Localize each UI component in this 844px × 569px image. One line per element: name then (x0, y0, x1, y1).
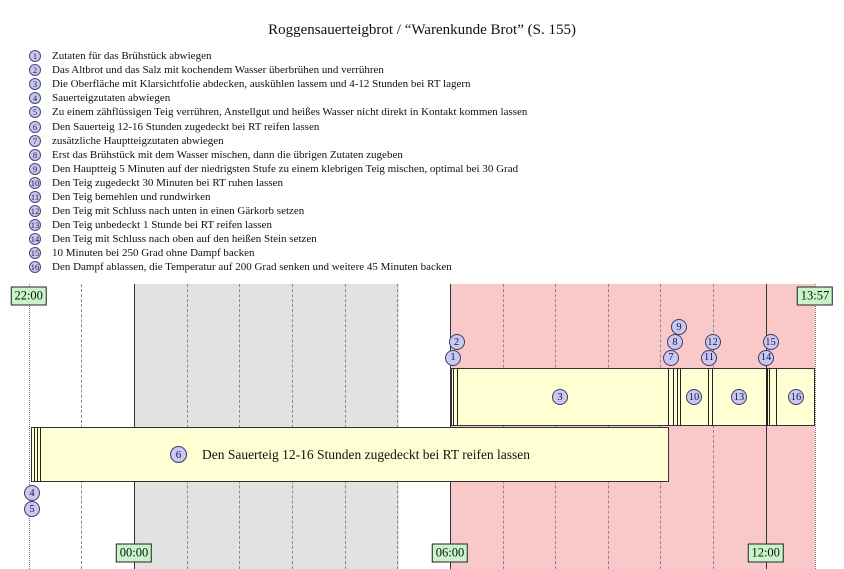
event-marker-5: 5 (24, 501, 40, 517)
grid-line (815, 284, 816, 569)
time-label: 12:00 (747, 543, 783, 562)
bar-section-badge-10: 10 (686, 389, 702, 405)
step-number-badge: 15 (30, 248, 40, 259)
time-label: 22:00 (10, 287, 46, 306)
step-number-badge: 11 (30, 191, 40, 202)
step-number-badge: 12 (30, 206, 40, 217)
step-text: Den Teig unbedeckt 1 Stunde bei RT reifen lassen (52, 219, 272, 232)
step-number-badge: 13 (30, 220, 40, 231)
step-text: Das Altbrot und das Salz mit kochendem Wasser überbrühen und verrühren (52, 64, 384, 77)
event-line (40, 427, 41, 482)
time-label: 13:57 (797, 287, 833, 306)
bar-section-badge-3: 3 (552, 389, 568, 405)
step-number-badge: 9 (29, 163, 41, 175)
step-text: zusätzliche Hauptteigzutaten abwiegen (52, 134, 224, 147)
step-text: Den Hauptteig 5 Minuten auf der niedrigsten Stufe zu einem klebrigen Teig mischen, optimal bei 30 Grad (52, 162, 519, 175)
step-number-badge: 8 (29, 149, 41, 161)
step-text: Zutaten für das Brühstück abwiegen (52, 50, 212, 63)
event-line (769, 368, 770, 426)
task-bar-sourdough (31, 427, 669, 482)
event-marker-7: 7 (663, 350, 679, 366)
event-line (34, 427, 35, 482)
step-text: Den Teig bemehlen und rundwirken (52, 190, 211, 203)
step-text: 10 Minuten bei 250 Grad ohne Dampf backen (52, 247, 255, 260)
grid-line (29, 284, 30, 569)
event-marker-9: 9 (671, 319, 687, 335)
step-number-badge: 16 (30, 262, 40, 273)
page-title: Roggensauerteigbrot / “Warenkunde Brot” (S. 155) (268, 22, 576, 38)
bar-section-badge-16: 16 (788, 389, 804, 405)
step-badge-6: 6 (170, 446, 187, 463)
step-text: Die Oberfläche mit Klarsichtfolie abdecken, auskühlen lassem und 4-12 Stunden bei RT lagern (52, 78, 471, 91)
bar-section-badge-13: 13 (731, 389, 747, 405)
time-label: 00:00 (116, 543, 152, 562)
event-marker-15: 15 (763, 334, 779, 350)
step-text: Den Teig mit Schluss nach unten in einen Gärkorb setzen (52, 205, 305, 218)
step-number-badge: 7 (29, 135, 41, 147)
step-number-badge: 5 (29, 106, 41, 118)
event-marker-11: 11 (701, 350, 717, 366)
event-marker-4: 4 (24, 485, 40, 501)
time-label: 06:00 (432, 543, 468, 562)
event-line (668, 368, 669, 426)
event-line (673, 368, 674, 426)
event-marker-1: 1 (445, 350, 461, 366)
event-line (680, 368, 681, 426)
grid-line (713, 284, 714, 569)
step-text: Den Teig mit Schluss nach oben auf den heißen Stein setzen (52, 233, 317, 246)
step-number-badge: 6 (29, 121, 41, 133)
event-line (776, 368, 777, 426)
event-line (453, 368, 454, 426)
event-line (712, 368, 713, 426)
step-text: Zu einem zähflüssigen Teig verrühren, Anstellgut und heißes Wasser nicht direkt in Kontakt kommen lassen (52, 106, 528, 119)
event-marker-12: 12 (705, 334, 721, 350)
event-line (457, 368, 458, 426)
step-text: Den Sauerteig 12-16 Stunden zugedeckt bei RT reifen lassen (52, 120, 320, 133)
step-text: Sauerteigzutaten abwiegen (52, 92, 171, 105)
event-marker-8: 8 (667, 334, 683, 350)
step-text: Den Teig zugedeckt 30 Minuten bei RT ruhen lassen (52, 176, 283, 189)
event-line (708, 368, 709, 426)
step-number-badge: 10 (30, 177, 40, 188)
step-text: Erst das Brühstück mit dem Wasser mischen, dann die übrigen Zutaten zugeben (52, 148, 403, 161)
step-text: Den Dampf ablassen, die Temperatur auf 200 Grad senken und weitere 45 Minuten backen (52, 261, 452, 274)
event-line (677, 368, 678, 426)
step-number-badge: 2 (29, 64, 41, 76)
event-line (37, 427, 38, 482)
event-line (766, 368, 768, 426)
sourdough-bar-label: Den Sauerteig 12-16 Stunden zugedeckt bei RT reifen lassen (201, 446, 531, 462)
event-marker-14: 14 (758, 350, 774, 366)
step-number-badge: 4 (29, 92, 41, 104)
grid-line (766, 284, 767, 569)
step-number-badge: 3 (29, 78, 41, 90)
step-number-badge: 14 (30, 234, 40, 245)
step-number-badge: 1 (29, 50, 41, 62)
task-bar-upper (451, 368, 815, 426)
event-marker-2: 2 (449, 334, 465, 350)
